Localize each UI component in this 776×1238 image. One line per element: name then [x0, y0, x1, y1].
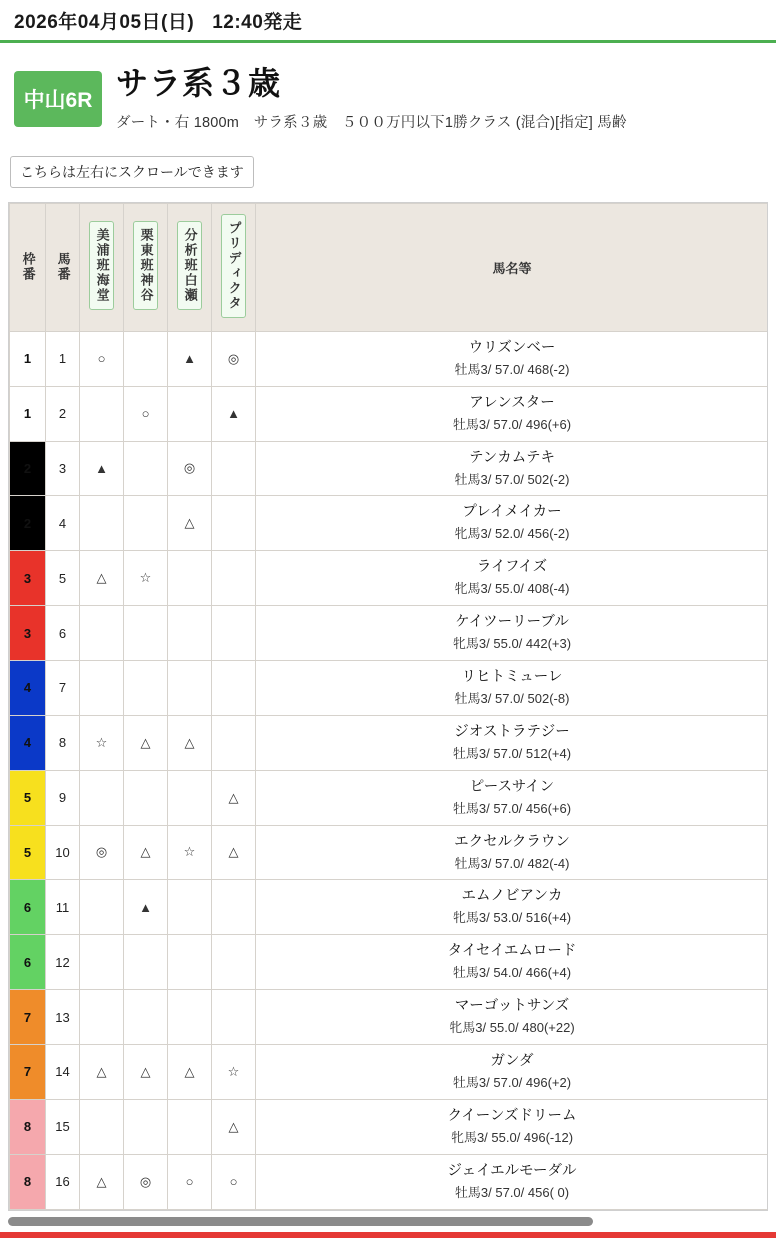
cell-mark-miura: [80, 496, 124, 551]
horse-details: 牡馬3/ 57.0/ 468(-2): [454, 361, 570, 377]
cell-uma: 11: [46, 880, 80, 935]
horse-name[interactable]: ケイツーリーブル: [455, 614, 569, 631]
horse-details: 牡馬3/ 57.0/ 496(+6): [452, 416, 572, 432]
horse-details: 牡馬3/ 57.0/ 456( 0): [454, 1184, 570, 1200]
cell-uma: 5: [46, 551, 80, 606]
race-conditions: ダート・右 1800m サラ系３歳 ５００万円以下1勝クラス (混合)[指定] 馬齢: [116, 114, 627, 131]
horse-details: 牝馬3/ 53.0/ 516(+4): [452, 910, 572, 926]
horse-name[interactable]: テンカムテキ: [469, 449, 555, 466]
cell-horse: [256, 441, 769, 496]
horse-name[interactable]: タイセイエムロード: [447, 943, 577, 960]
cell-mark-predictor: ▲: [212, 386, 256, 441]
cell-horse: [256, 825, 769, 880]
cell-waku: 5: [10, 825, 46, 880]
horse-details: 牡馬3/ 57.0/ 496(+2): [452, 1074, 572, 1090]
column-header-kurihigashi: 栗東班神谷: [124, 203, 168, 331]
column-header-horse: 馬名等: [256, 203, 769, 331]
cell-mark-miura: △: [80, 551, 124, 606]
cell-mark-miura: [80, 880, 124, 935]
cell-mark-miura: [80, 990, 124, 1045]
table-row[interactable]: [10, 386, 769, 441]
horse-details: 牝馬3/ 55.0/ 442(+3): [452, 636, 572, 652]
cell-mark-bunseki: ▲: [168, 331, 212, 386]
cell-uma: 10: [46, 825, 80, 880]
cell-mark-predictor: △: [212, 825, 256, 880]
column-header-predictor: プリディクタ: [212, 203, 256, 331]
cell-mark-predictor: [212, 715, 256, 770]
cell-mark-kurihigashi: ◎: [124, 1154, 168, 1209]
horse-details: 牝馬3/ 55.0/ 408(-4): [454, 581, 570, 597]
cell-horse: [256, 990, 769, 1045]
column-header-waku: 枠番: [10, 203, 46, 331]
cell-horse: [256, 715, 769, 770]
cell-mark-kurihigashi: ○: [124, 386, 168, 441]
cell-mark-kurihigashi: △: [124, 1044, 168, 1099]
cell-waku: 1: [10, 386, 46, 441]
cell-uma: 9: [46, 770, 80, 825]
horse-name[interactable]: ジオストラテジー: [454, 723, 570, 740]
table-header-row: [10, 203, 769, 331]
cell-mark-bunseki: [168, 880, 212, 935]
horse-details: 牡馬3/ 57.0/ 482(-4): [454, 855, 570, 871]
column-header-miura: 美浦班海堂: [80, 203, 124, 331]
cell-horse: [256, 551, 769, 606]
horse-name[interactable]: ライフイズ: [476, 559, 548, 576]
cell-waku: 5: [10, 770, 46, 825]
horizontal-scrollbar[interactable]: [8, 1217, 768, 1226]
cell-horse: [256, 1154, 769, 1209]
cell-mark-kurihigashi: ▲: [124, 880, 168, 935]
horse-name[interactable]: エクセルクラウン: [454, 833, 570, 850]
cell-waku: 4: [10, 715, 46, 770]
table-row[interactable]: [10, 441, 769, 496]
horse-name[interactable]: ウリズンベー: [468, 339, 556, 356]
horse-details: 牡馬3/ 57.0/ 502(-2): [454, 471, 570, 487]
table-row[interactable]: [10, 1099, 769, 1154]
horse-name[interactable]: エムノビアンカ: [461, 888, 563, 905]
cell-mark-predictor: [212, 606, 256, 661]
cell-mark-miura: [80, 660, 124, 715]
entries-table: [9, 203, 768, 1210]
cell-mark-bunseki: △: [168, 496, 212, 551]
cell-mark-bunseki: [168, 1099, 212, 1154]
cell-mark-kurihigashi: [124, 331, 168, 386]
cell-mark-predictor: [212, 880, 256, 935]
cell-mark-bunseki: ○: [168, 1154, 212, 1209]
table-row[interactable]: [10, 496, 769, 551]
date-bar: [0, 0, 776, 40]
cell-waku: 7: [10, 1044, 46, 1099]
cell-waku: 2: [10, 496, 46, 551]
cell-mark-miura: ▲: [80, 441, 124, 496]
horse-name[interactable]: プレイメイカー: [462, 504, 562, 521]
cell-mark-predictor: ◎: [212, 331, 256, 386]
cell-waku: 1: [10, 331, 46, 386]
cell-mark-miura: [80, 770, 124, 825]
cell-mark-kurihigashi: [124, 770, 168, 825]
cell-uma: 3: [46, 441, 80, 496]
cell-uma: 1: [46, 331, 80, 386]
cell-mark-bunseki: △: [168, 1044, 212, 1099]
table-row[interactable]: [10, 715, 769, 770]
cell-horse: [256, 660, 769, 715]
column-header-bunseki: 分析班白瀬: [168, 203, 212, 331]
cell-horse: [256, 770, 769, 825]
horse-details: 牡馬3/ 57.0/ 456(+6): [452, 800, 572, 816]
cell-waku: 6: [10, 880, 46, 935]
cell-mark-miura: ☆: [80, 715, 124, 770]
cell-mark-bunseki: [168, 990, 212, 1045]
page-title: サラ系３歳: [116, 65, 282, 101]
cell-mark-bunseki: ◎: [168, 441, 212, 496]
cell-waku: 4: [10, 660, 46, 715]
table-row[interactable]: [10, 880, 769, 935]
table-row[interactable]: [10, 660, 769, 715]
race-title-wrap: [116, 65, 627, 132]
table-row[interactable]: [10, 770, 769, 825]
cell-mark-miura: [80, 935, 124, 990]
scrollbar-thumb[interactable]: [8, 1217, 593, 1226]
table-row[interactable]: [10, 1044, 769, 1099]
cell-mark-miura: △: [80, 1044, 124, 1099]
cell-uma: 13: [46, 990, 80, 1045]
table-row[interactable]: [10, 606, 769, 661]
cell-horse: [256, 386, 769, 441]
horse-details: 牝馬3/ 55.0/ 496(-12): [450, 1129, 574, 1145]
cell-mark-predictor: [212, 935, 256, 990]
cell-uma: 16: [46, 1154, 80, 1209]
cell-mark-kurihigashi: [124, 935, 168, 990]
cell-mark-bunseki: [168, 606, 212, 661]
cell-mark-bunseki: [168, 935, 212, 990]
table-row[interactable]: [10, 990, 769, 1045]
cell-mark-predictor: [212, 990, 256, 1045]
cell-mark-miura: [80, 1099, 124, 1154]
bottom-accent-bar: [0, 1232, 776, 1238]
cell-uma: 14: [46, 1044, 80, 1099]
cell-uma: 7: [46, 660, 80, 715]
cell-mark-miura: ◎: [80, 825, 124, 880]
cell-mark-predictor: △: [212, 1099, 256, 1154]
table-row[interactable]: [10, 1154, 769, 1209]
cell-mark-kurihigashi: [124, 496, 168, 551]
horse-name[interactable]: マーゴットサンズ: [454, 998, 570, 1015]
horse-name[interactable]: ジェイエルモーダル: [447, 1162, 577, 1179]
cell-waku: 3: [10, 551, 46, 606]
cell-horse: [256, 496, 769, 551]
cell-mark-bunseki: [168, 770, 212, 825]
cell-uma: 8: [46, 715, 80, 770]
cell-mark-predictor: [212, 441, 256, 496]
cell-mark-miura: [80, 386, 124, 441]
cell-uma: 15: [46, 1099, 80, 1154]
race-header: [0, 43, 776, 142]
cell-waku: 8: [10, 1099, 46, 1154]
cell-mark-predictor: ○: [212, 1154, 256, 1209]
cell-mark-kurihigashi: [124, 660, 168, 715]
cell-mark-kurihigashi: [124, 990, 168, 1045]
cell-mark-bunseki: △: [168, 715, 212, 770]
cell-uma: 2: [46, 386, 80, 441]
table-row[interactable]: [10, 825, 769, 880]
horse-name[interactable]: ピースサイン: [469, 778, 555, 795]
cell-horse: [256, 935, 769, 990]
cell-mark-miura: △: [80, 1154, 124, 1209]
race-date: 2026年04月05日(日): [14, 11, 195, 33]
post-time: 12:40発走: [212, 11, 303, 33]
cell-uma: 12: [46, 935, 80, 990]
cell-mark-kurihigashi: △: [124, 825, 168, 880]
cell-waku: 7: [10, 990, 46, 1045]
table-row[interactable]: [10, 551, 769, 606]
cell-waku: 2: [10, 441, 46, 496]
cell-mark-kurihigashi: [124, 606, 168, 661]
cell-mark-predictor: [212, 660, 256, 715]
cell-waku: 3: [10, 606, 46, 661]
cell-waku: 8: [10, 1154, 46, 1209]
cell-mark-miura: ○: [80, 331, 124, 386]
horse-details: 牝馬3/ 52.0/ 456(-2): [454, 526, 570, 542]
table-row[interactable]: [10, 935, 769, 990]
cell-mark-predictor: △: [212, 770, 256, 825]
race-badge[interactable]: 中山6R: [14, 71, 102, 127]
scroll-hint: こちらは左右にスクロールできます: [10, 156, 254, 188]
cell-mark-predictor: [212, 496, 256, 551]
cell-uma: 4: [46, 496, 80, 551]
cell-mark-kurihigashi: △: [124, 715, 168, 770]
horse-details: 牡馬3/ 57.0/ 512(+4): [452, 745, 572, 761]
cell-mark-kurihigashi: ☆: [124, 551, 168, 606]
cell-horse: [256, 606, 769, 661]
horse-name[interactable]: リヒトミューレ: [461, 668, 563, 685]
cell-mark-predictor: ☆: [212, 1044, 256, 1099]
cell-horse: [256, 331, 769, 386]
horse-name[interactable]: ガンダ: [490, 1052, 534, 1069]
entries-table-wrap[interactable]: [8, 202, 768, 1211]
horse-name[interactable]: クイーンズドリーム: [447, 1107, 577, 1124]
horse-name[interactable]: アレンスター: [469, 394, 555, 411]
cell-horse: [256, 880, 769, 935]
table-row[interactable]: [10, 331, 769, 386]
horse-details: 牝馬3/ 55.0/ 480(+22): [449, 1020, 575, 1036]
cell-mark-kurihigashi: [124, 441, 168, 496]
cell-mark-predictor: [212, 551, 256, 606]
cell-horse: [256, 1044, 769, 1099]
cell-mark-bunseki: [168, 386, 212, 441]
column-header-uma: 馬番: [46, 203, 80, 331]
cell-mark-bunseki: [168, 660, 212, 715]
cell-mark-miura: [80, 606, 124, 661]
horse-details: 牡馬3/ 57.0/ 502(-8): [454, 690, 570, 706]
cell-waku: 6: [10, 935, 46, 990]
cell-mark-bunseki: [168, 551, 212, 606]
cell-horse: [256, 1099, 769, 1154]
cell-mark-kurihigashi: [124, 1099, 168, 1154]
cell-mark-bunseki: ☆: [168, 825, 212, 880]
entries-table-body: [10, 331, 769, 1209]
horse-details: 牡馬3/ 54.0/ 466(+4): [452, 965, 572, 981]
cell-uma: 6: [46, 606, 80, 661]
